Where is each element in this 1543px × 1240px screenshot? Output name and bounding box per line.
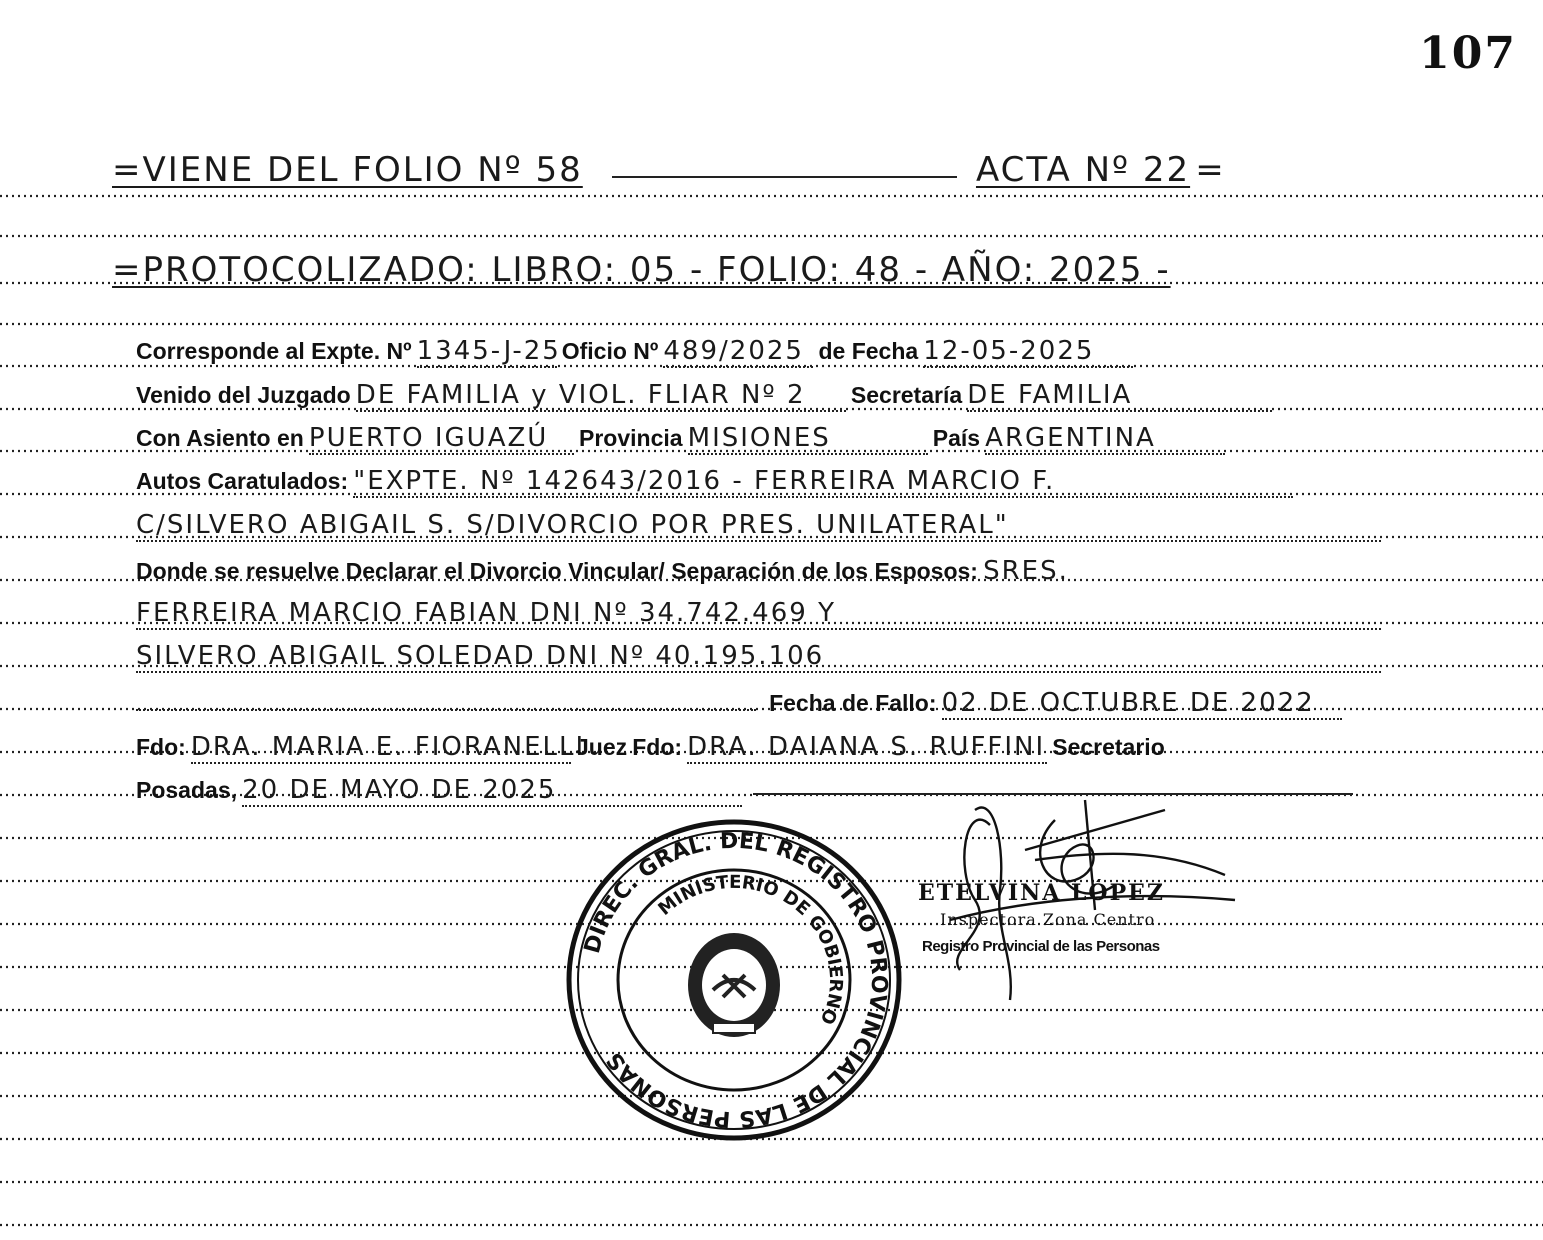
- expte-label: Corresponde al Expte. Nº: [136, 338, 412, 364]
- provincia-label: Provincia: [579, 425, 683, 451]
- fdo-label: Fdo:: [136, 734, 186, 760]
- esposa-value: SILVERO ABIGAIL SOLEDAD DNI Nº 40.195.106: [136, 641, 1381, 673]
- pais-label: País: [932, 425, 981, 451]
- oficio-value: 489/2025: [663, 336, 813, 368]
- resuelve-value: SRES.: [983, 556, 1069, 586]
- seal-outer-text: DIREC. GRAL. DEL REGISTRO PROVINCIAL DE LAS PERSONAS: [579, 828, 892, 1132]
- asiento-label: Con Asiento en: [136, 425, 304, 451]
- acta-end: =: [1195, 150, 1226, 190]
- secretaria-value: DE FAMILIA: [967, 380, 1272, 412]
- protocolizado-text: =PROTOCOLIZADO: LIBRO: 05 - FOLIO: 48 - AÑO: 2025 -: [112, 250, 1171, 290]
- oficio-label: Oficio Nº: [561, 338, 659, 364]
- provincia-value: MISIONES: [688, 423, 928, 455]
- asiento-row: [136, 423, 1225, 455]
- fecha-value: 12-05-2025: [923, 336, 1133, 368]
- resuelve-row: [136, 556, 1069, 586]
- viene-dash: [612, 176, 957, 178]
- juzgado-row: [136, 380, 1272, 412]
- esposa-row: [136, 641, 1381, 673]
- asiento-value: PUERTO IGUAZÚ: [309, 423, 574, 455]
- fallo-blank: [136, 709, 756, 711]
- expte-value: 1345-J-25: [416, 336, 561, 366]
- secretario-label: Secretario: [1052, 734, 1165, 760]
- fallo-value: 02 DE OCTUBRE DE 2022: [942, 688, 1342, 720]
- acta-text: ACTA Nº 22: [975, 150, 1191, 190]
- autos-line2: C/SILVERO ABIGAIL S. S/DIVORCIO POR PRES. UNILATERAL": [136, 510, 1381, 542]
- autos-line1: "EXPTE. Nº 142643/2016 - FERREIRA MARCIO F.: [353, 466, 1293, 498]
- seal-inner-text: MINISTERIO DE GOBIERNO: [654, 871, 847, 1028]
- coat-of-arms-icon: [688, 933, 780, 1037]
- signature-name: ETELVINA LÓPEZ: [918, 880, 1165, 906]
- juez-name: DRA. MARIA E. FIORANELLI: [190, 732, 586, 762]
- autos-row-2: [136, 510, 1381, 542]
- esposo-row: [136, 598, 1381, 630]
- signature-office: Registro Provincial de las Personas: [922, 938, 1160, 955]
- juzgado-value: DE FAMILIA y VIOL. FLIAR Nº 2: [356, 380, 846, 412]
- resuelve-label: Donde se resuelve Declarar el Divorcio Vincular/ Separación de los Esposos:: [136, 558, 978, 584]
- autos-row: [136, 466, 1293, 498]
- viene-text: =VIENE DEL FOLIO Nº 58: [112, 150, 583, 190]
- page-number: 107: [1419, 28, 1517, 79]
- fallo-row: [136, 688, 1342, 720]
- autos-label: Autos Caratulados:: [136, 468, 349, 494]
- signature-role: Inspectora Zona Centro: [940, 910, 1156, 929]
- fecha-label: de Fecha: [818, 338, 919, 364]
- expte-row: [136, 336, 1133, 368]
- secretario-name: DRA. DAIANA S. RUFFINI: [687, 732, 1046, 762]
- pais-value: ARGENTINA: [985, 423, 1225, 455]
- fdo2-label: Fdo:: [632, 734, 683, 760]
- posadas-label: Posadas,: [136, 777, 237, 803]
- secretaria-label: Secretaría: [850, 382, 963, 408]
- viene-line: [112, 150, 1226, 190]
- esposo-value: FERREIRA MARCIO FABIAN DNI Nº 34.742.469 Y: [136, 598, 1381, 630]
- official-seal: [563, 815, 905, 1145]
- fallo-label: Fecha de Fallo:: [769, 690, 937, 716]
- posadas-value: 20 DE MAYO DE 2025: [242, 775, 742, 807]
- firmas-row: [136, 732, 1165, 764]
- juez-label: Juez: [576, 734, 628, 760]
- juzgado-label: Venido del Juzgado: [136, 382, 351, 408]
- protocolizado-line: [112, 250, 1171, 290]
